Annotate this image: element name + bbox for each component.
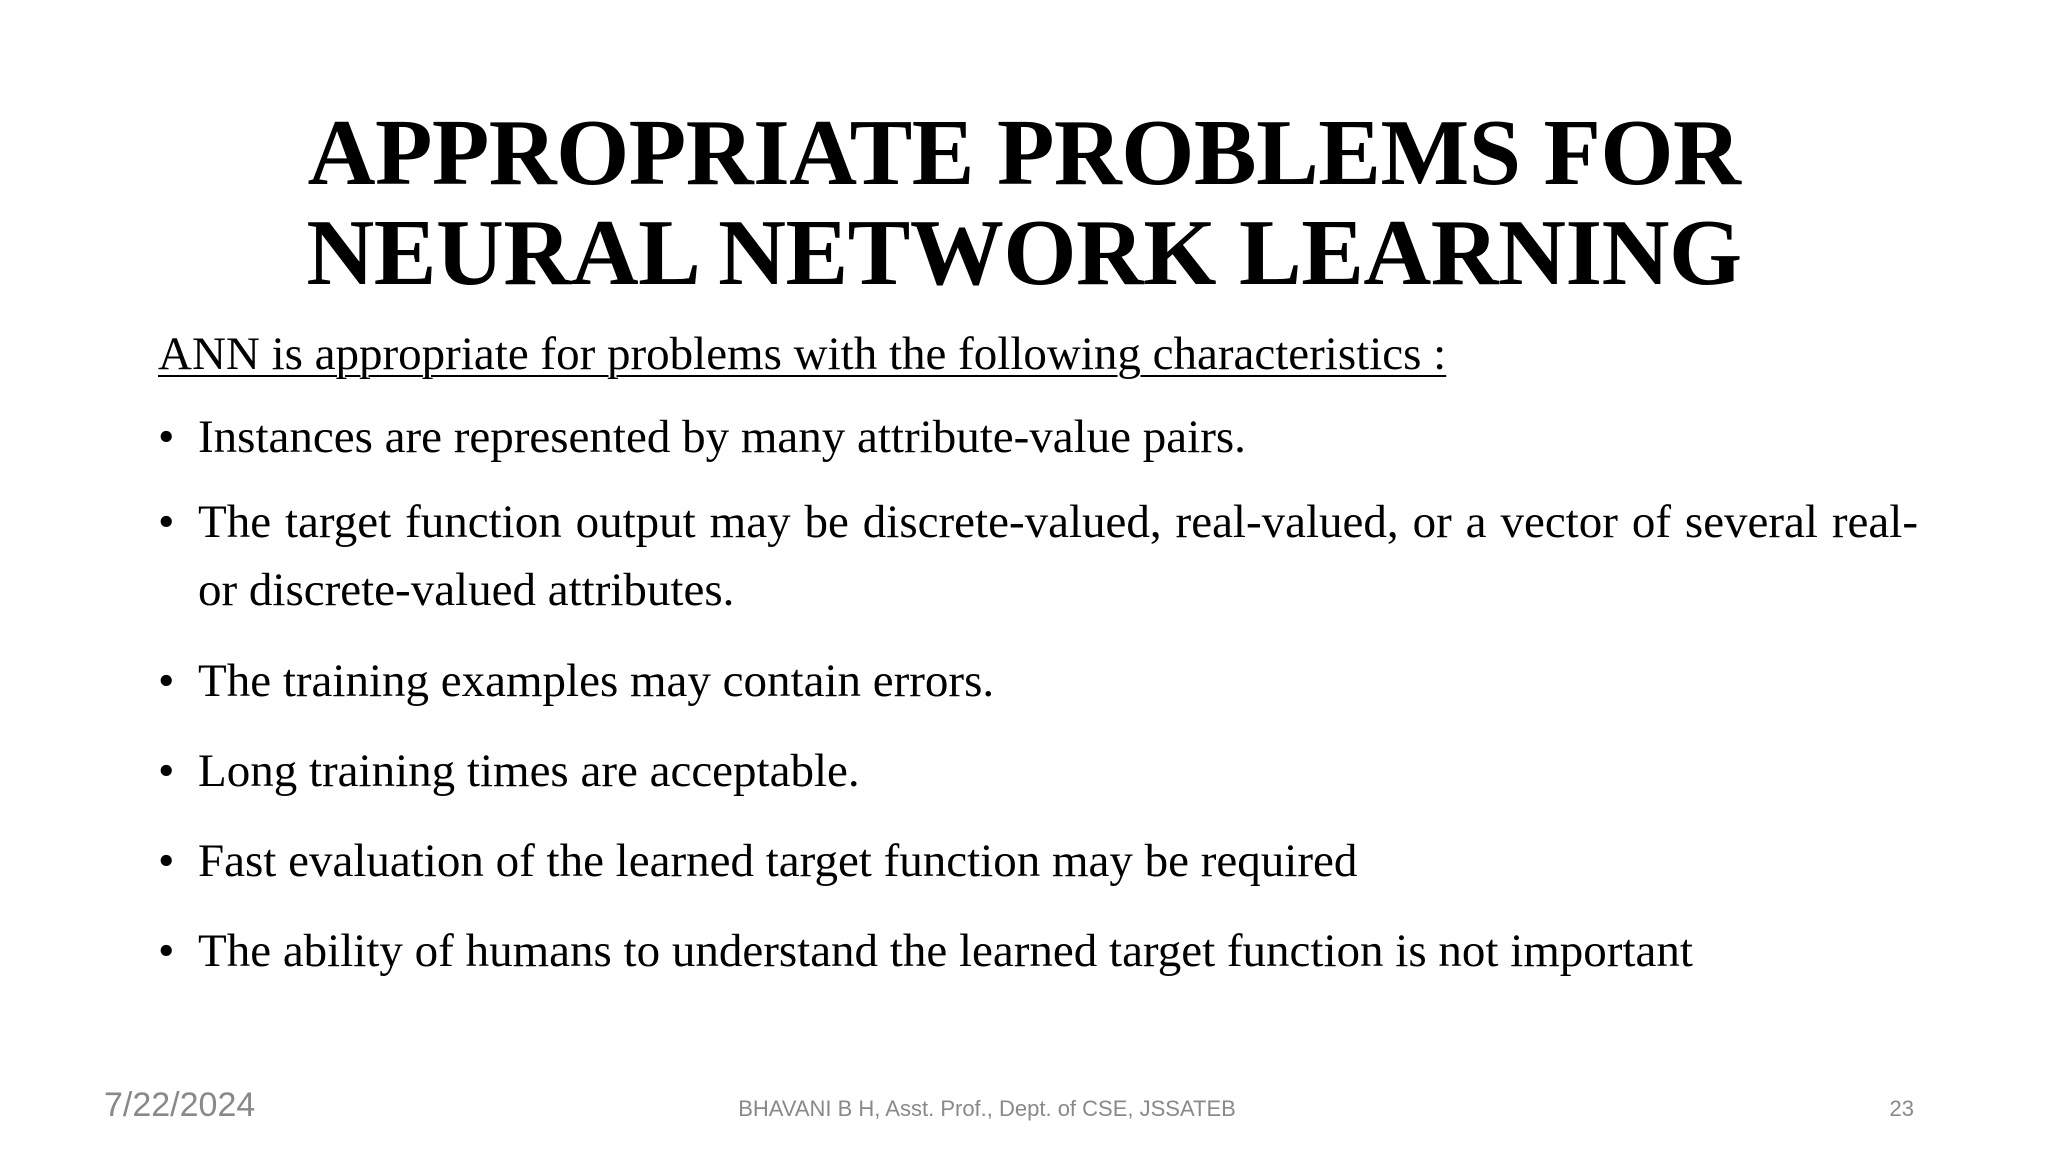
bullet-item xyxy=(158,404,1918,470)
slide-body xyxy=(158,320,1918,984)
bullet-text: The training examples may contain errors. xyxy=(198,655,995,707)
intro-text: ANN is appropriate for problems with the following characteristics : xyxy=(158,328,1447,380)
bullet-item xyxy=(158,738,1918,804)
footer-author: BHAVANI B H, Asst. Prof., Dept. of CSE, JSSATEB xyxy=(738,1096,1236,1121)
slide-title-line-2: NEURAL NETWORK LEARNING xyxy=(306,200,1742,305)
bullet-symbol: • xyxy=(158,411,175,463)
bullet-text: The target function output may be discrete-valued, real-valued, or a vector of several real- or discrete-valued attributes. xyxy=(198,496,1918,616)
slide-title xyxy=(0,100,2048,305)
bullet-symbol: • xyxy=(158,655,175,707)
bullet-item xyxy=(158,648,1918,714)
bullet-item xyxy=(158,488,1918,624)
bullet-text: Long training times are acceptable. xyxy=(198,745,860,797)
footer-page-number: 23 xyxy=(1889,1096,1914,1121)
bullet-list xyxy=(158,404,1918,984)
bullet-symbol: • xyxy=(158,835,175,887)
bullet-symbol: • xyxy=(158,745,175,797)
bullet-item xyxy=(158,828,1918,894)
bullet-symbol: • xyxy=(158,925,175,977)
bullet-text: The ability of humans to understand the learned target function is not important xyxy=(198,925,1693,977)
bullet-item xyxy=(158,918,1918,984)
footer-date: 7/22/2024 xyxy=(104,1086,256,1124)
bullet-symbol: • xyxy=(158,496,175,548)
bullet-text: Fast evaluation of the learned target function may be required xyxy=(198,835,1358,887)
bullet-text: Instances are represented by many attribute-value pairs. xyxy=(198,411,1246,463)
slide-title-line-1: APPROPRIATE PROBLEMS FOR xyxy=(307,100,1741,205)
